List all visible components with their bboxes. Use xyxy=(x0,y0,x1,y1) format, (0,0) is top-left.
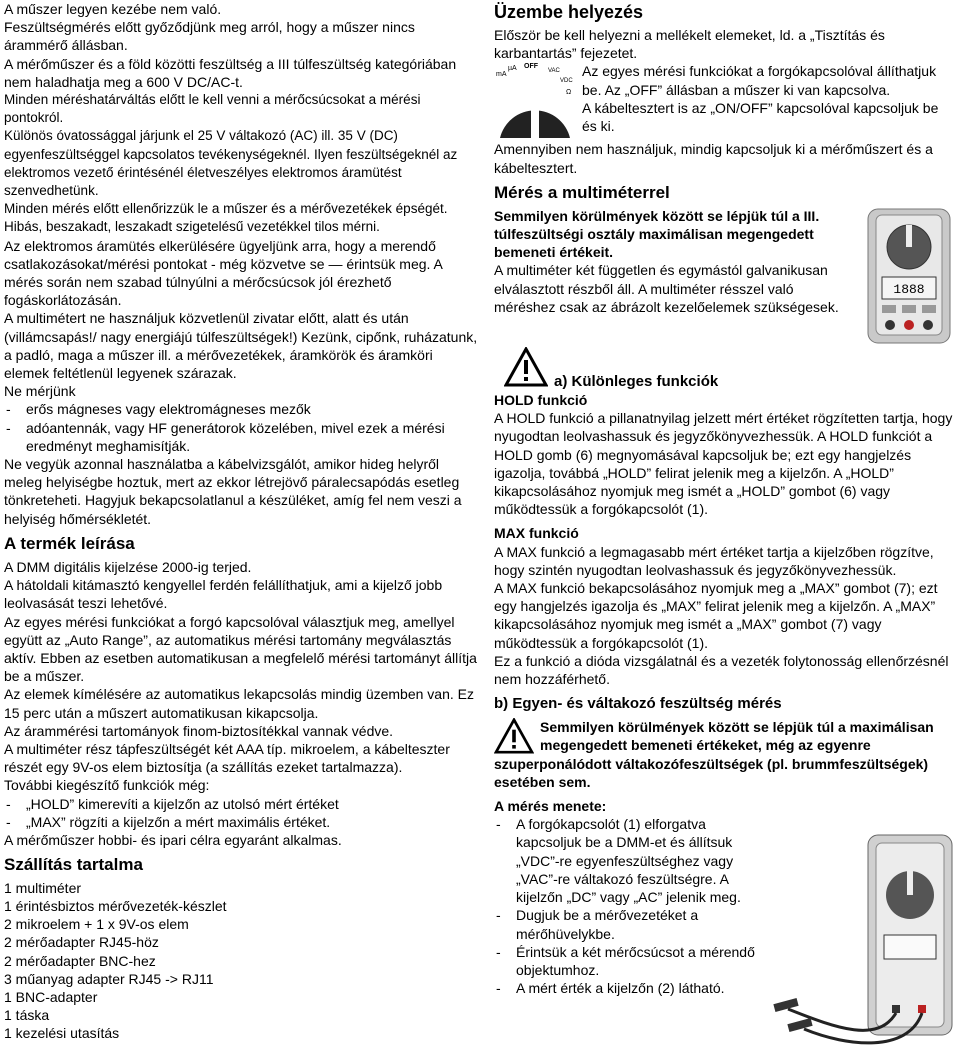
intro-paragraph: Az elektromos áramütés elkerülésére ügyeljünk arra, hogy a merendő csatlakozásokat/mérési pontokat - még közvetve se — érintsük meg. A mérés során nem szabad túlnyúlni a mérőcsúcsok jól érezhető fogáskorlátozásán. xyxy=(4,237,443,309)
operation-paragraph: A kábeltesztert is az „ON/OFF” kapcsolóval kapcsoljuk be és ki. xyxy=(582,99,939,135)
dial-label: Ω xyxy=(566,89,572,97)
list-item: - „HOLD” kimerevíti a kijelzőn az utolsó mért értéket xyxy=(4,795,478,813)
list-item: 1 érintésbiztos mérővezeték-készlet xyxy=(4,898,227,915)
operation-paragraph: Az egyes mérési funkciókat a forgókapcsolóval állíthatjuk be. Az „OFF” állásban a műszer ki van kapcsolva. xyxy=(582,63,937,98)
right-column xyxy=(494,0,956,1055)
condensation-paragraph: Ne vegyük azonnal használatba a kábelvizsgálót, amikor hideg helyről meleg helyiségbe hoztuk, mert az ekkor létrejövő páralecsapódás esetleg tönkreteheti. Hagyjuk bekapcsolatlanul a készüléket, amíg fel nem veszi a helyiség hőmérsékletét. xyxy=(4,456,462,527)
desc-paragraph: A DMM digitális kijelzése 2000-ig terjed. xyxy=(4,558,252,575)
dial-label: OFF xyxy=(524,63,538,71)
dial-label: µA xyxy=(508,65,517,73)
list-item: 3 műanyag adapter RJ45 -> RJ11 xyxy=(4,970,214,987)
max-paragraph: Ez a funkció a dióda vizsgálatnál és a vezeték folytonosság ellenőrzésnél nem hozzáférhető. xyxy=(494,652,949,688)
dial-label: VAC xyxy=(548,68,560,75)
list-item: - adóantennák, vagy HF generátorok közelében, mivel ezek a mérési eredményt meghamisítják. xyxy=(4,419,478,455)
intro-paragraph: A multimétert ne használjuk közvetlenül zivatar előtt, alatt és után (villámcsapás!/ nagy energiájú túlfeszültségek!) Kezünk, cipőnk, ruházatunk, a padló, maga a műszer ill. a mérővezetékek, áramkörök és áramköri elemek feltétlenül legyenek szárazak. xyxy=(4,310,478,382)
dcac-warning: Semmilyen körülmények között se lépjük túl a maximálisan megengedett bemeneti értékeket, még az egyenre szuperponálódott váltakozófeszültségek (pl. brummfeszültségek) esetében sem. xyxy=(494,719,934,790)
dial-label: mA xyxy=(496,71,507,79)
special-functions-block xyxy=(494,347,956,391)
list-item: 1 táska xyxy=(4,1006,50,1023)
list-item: - „MAX” rögzíti a kijelzőn a mért maximális értéket. xyxy=(4,813,478,831)
intro-paragraph: A mérőműszer és a föld közötti feszültség a III túlfeszültség kategóriában nem haladhatja meg a 600 V DC/AC-t. xyxy=(4,55,457,90)
dcac-block xyxy=(494,718,956,791)
max-paragraph: A MAX funkció a legmagasabb mért értéket tartja a kijelzőben rögzítve, hogy szintén nyugodtan leolvashassuk és jegyzőkönyvezhessük. xyxy=(494,543,934,578)
desc-paragraph: További kiegészítő funkciók még: xyxy=(4,777,210,794)
section-title-operation: Üzembe helyezés xyxy=(494,2,644,22)
intro-paragraph: Különös óvatossággal járjunk el 25 V váltakozó (AC) ill. 35 V (DC) egyenfeszültséggel kapcsolatos tevékenységeknél. Ilyen feszültségeknél az elektromos vezető érintésénél életveszélyes elektromos áramütést szenvedhetünk. xyxy=(4,128,458,199)
list-item: - erős mágneses vagy elektromágneses mezők xyxy=(4,400,478,418)
extra-functions-list xyxy=(4,795,478,831)
left-column xyxy=(4,0,478,1042)
intro-paragraph: Ne mérjünk xyxy=(4,383,76,400)
desc-paragraph: Az egyes mérési funkciókat a forgó kapcsolóval választjuk meg, amellyel együtt az „Auto Range”, az automatikus mérési tartomány megválasztás aktív. Ebben az esetben automatikusan a megfelelő mérési tartományt állítja be a műszer. xyxy=(4,613,477,685)
list-item: 2 mérőadapter RJ45-höz xyxy=(4,934,159,951)
list-item: - A forgókapcsolót (1) elforgatva kapcsoljuk be a DMM-et és állítsuk „VDC”-re egyenfeszültséghez vagy „VAC”-re váltakozó feszültségre. A kijelzőn „DC” vagy „AC” jelenik meg. xyxy=(494,815,956,906)
list-item: 2 mikroelem + 1 x 9V-os elem xyxy=(4,916,189,933)
warning-triangle-icon xyxy=(494,718,534,754)
measurement-paragraph: A multiméter két független és egymástól galvanikusan elválasztott részből áll. A multiméter résszel való méréshez csak az ábrázolt kezelőelemek szükségesek. xyxy=(494,262,839,315)
desc-paragraph: Az elemek kímélésére az automatikus lekapcsolás mindig üzemben van. Ez 15 perc után a műszert automatikusan kikapcsolja. xyxy=(4,686,474,721)
dial-label: VDC xyxy=(560,78,573,85)
hobby-paragraph: A mérőműszer hobbi- és ipari célra egyaránt alkalmas. xyxy=(4,831,342,848)
list-item: 1 multiméter xyxy=(4,880,82,897)
desc-paragraph: A hátoldali kitámasztó kengyellel ferdén felállíthatjuk, ami a kijelző jobb leolvasását teszi lehetővé. xyxy=(4,577,443,612)
desc-paragraph: A multiméter rész tápfeszültségét két AAA típ. mikroelem, a kábelteszter részét egy 9V-os elem biztosítja (a szállítás ezeket tartalmazza). xyxy=(4,740,450,776)
procedure-block xyxy=(494,815,956,997)
hold-title: HOLD funkció xyxy=(494,392,588,409)
operation-paragraph: Amennyiben nem használjuk, mindig kapcsoljuk ki a mérőműszert és a kábeltesztert. xyxy=(494,141,933,176)
procedure-list xyxy=(494,815,956,997)
section-title-special: a) Különleges funkciók xyxy=(554,372,719,390)
measurement-warning: Semmilyen körülmények között se lépjük túl a III. túlfeszültségi osztály maximálisan megengedett bemeneti értékeit. xyxy=(494,207,820,261)
intro-paragraph: Minden méréshatárváltás előtt le kell venni a mérőcsúcsokat a mérési pontokról. xyxy=(4,92,421,126)
list-item: 1 kezelési utasítás xyxy=(4,1024,120,1041)
list-item: 1 BNC-adapter xyxy=(4,988,98,1005)
dont-measure-list xyxy=(4,400,478,455)
list-item: 2 mérőadapter BNC-hez xyxy=(4,952,156,969)
multimeter-illustration xyxy=(862,207,956,345)
list-item: - Érintsük a két mérőcsúcsot a mérendő objektumhoz. xyxy=(494,943,956,979)
rotary-dial-icon xyxy=(494,62,576,140)
section-title-shipping: Szállítás tartalma xyxy=(4,855,143,875)
hold-paragraph: A HOLD funkció a pillanatnyilag jelzett mért értéket rögzítetten tartja, hogy nyugodtan leolvashassuk és jegyzőkönyvezhessük. A HOLD funkciót a HOLD gomb (6) megnyomásával kapcsoljuk be; ezt egy hangjelzés igazolja, továbbá „HOLD” felirat jelenik meg a kijelzőn. A „HOLD” kikapcsolásához nyomjuk meg ismét a „HOLD” gombot (6) vagy működtessük a forgókapcsolót (1). xyxy=(494,410,953,518)
list-item: - Dugjuk be a mérővezetéket a mérőhüvelykbe. xyxy=(494,906,956,942)
shipping-list xyxy=(4,879,478,1042)
desc-paragraph: Az árammérési tartományok finom-biztosítékkal vannak védve. xyxy=(4,722,394,739)
section-title-measurement: Mérés a multiméterrel xyxy=(494,182,670,202)
section-title-dc-ac: b) Egyen- és váltakozó feszültség mérés xyxy=(494,695,782,713)
intro-paragraph: Feszültségmérés előtt győződjünk meg arról, hogy a műszer nincs árammérő állásban. xyxy=(4,19,415,54)
list-item: - A mért érték a kijelzőn (2) látható. xyxy=(494,979,956,997)
dial-block xyxy=(494,62,956,140)
intro-paragraph: Minden mérés előtt ellenőrizzük le a műszer és a mérővezetékek épségét. Hibás, beszakadt, leszakadt szigetelésű vezetékkel tilos mérni. xyxy=(4,201,448,235)
section-title-description: A termék leírása xyxy=(4,533,135,553)
max-paragraph: A MAX funkció bekapcsolásához nyomjuk meg a „MAX” gombot (7); ezt egy hangjelzés igazolja és „MAX” felirat jelenik meg a kijelzőn. A „MAX” kikapcsolásához nyomjuk meg ismét a „MAX” gombot (7) vagy működtessük a forgókapcsolót (1). xyxy=(494,580,938,651)
measurement-block xyxy=(494,207,956,345)
procedure-title: A mérés menete: xyxy=(494,798,607,815)
warning-triangle-icon xyxy=(504,347,548,387)
intro-paragraph: A műszer legyen kezébe nem való. xyxy=(4,1,222,17)
max-title: MAX funkció xyxy=(494,525,579,542)
meter-display-readout: 1888 xyxy=(893,281,925,297)
operation-paragraph: Először be kell helyezni a mellékelt elemeket, ld. a „Tisztítás és karbantartás” fejezetet. xyxy=(494,27,885,62)
